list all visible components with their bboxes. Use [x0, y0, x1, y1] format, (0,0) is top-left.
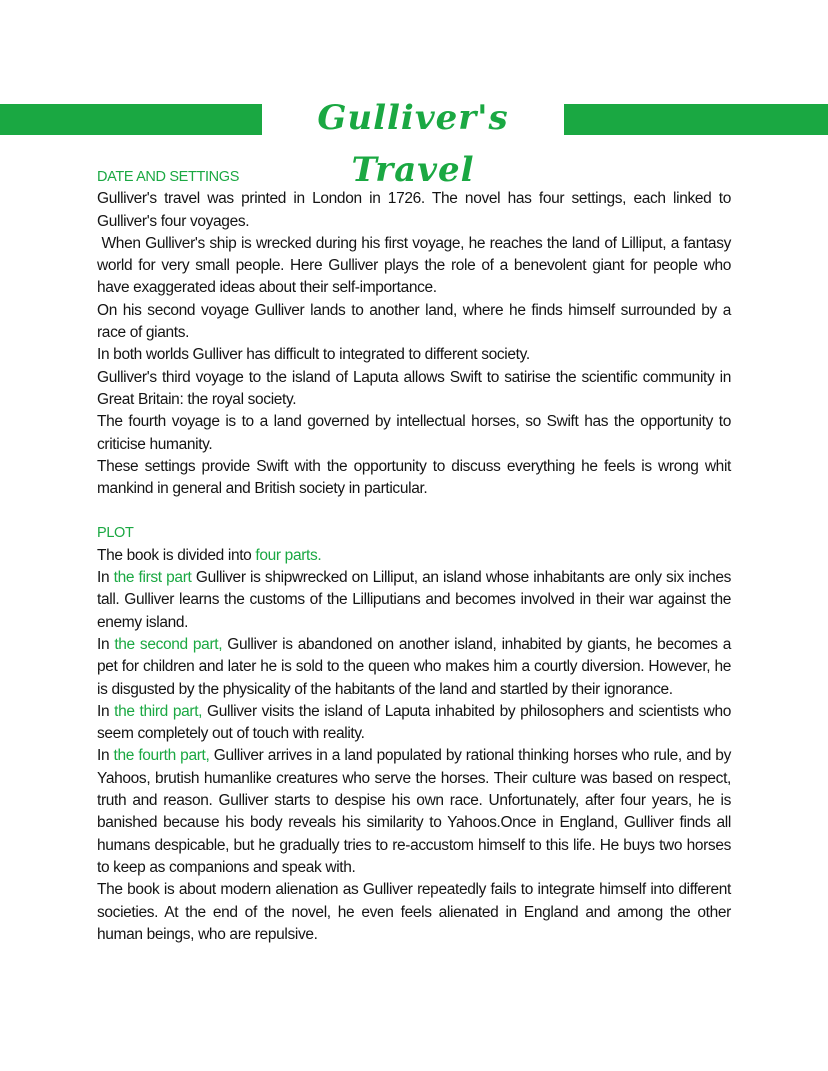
- title-band-left: [0, 104, 262, 135]
- paragraph: On his second voyage Gulliver lands to another land, where he finds himself surrounded by a race of giants.: [97, 301, 731, 342]
- paragraph: [97, 701, 731, 746]
- paragraph: [97, 567, 731, 634]
- paragraph: Gulliver's travel was printed in London in 1726. The novel has four settings, each linked to Gulliver's four voyages.: [97, 190, 731, 230]
- paragraph: The fourth voyage is to a land governed by intellectual horses, so Swift has the opportunity to criticise humanity.: [97, 413, 731, 453]
- title-band-right: [564, 104, 828, 135]
- text: In: [97, 702, 115, 720]
- highlight-text: four parts.: [255, 546, 322, 564]
- paragraph: Gulliver's third voyage to the island of Laputa allows Swift to satirise the scientific community in Great Britain: the royal society.: [97, 368, 731, 408]
- section-heading-plot: PLOT: [97, 525, 134, 542]
- paragraph: The book is about modern alienation as Gulliver repeatedly fails to integrate himself into different societies. At the end of the novel, he even feels alienated in England and among the other human beings, who are repulsive.: [97, 881, 731, 943]
- text: Gulliver arrives in a land populated by rational thinking horses who rule, and by Yahoos, brutish humanlike creatures who serve the horses. Their culture was based on respect, truth and reason. Gulliver starts to despise his own race. Unfortunately, after four years, he is banished because his body reveals his similarity to Yahoos.Once in England, Gulliver finds all humans despicable, but he gradually tries to re-accustom himself to this life. He buys two horses to keep as companions and speak with.: [97, 747, 731, 876]
- paragraph: [97, 545, 731, 567]
- text: Gulliver visits the island of Laputa inhabited by philosophers and scientists who seem completely out of touch with reality.: [97, 702, 732, 743]
- text: In: [97, 635, 115, 653]
- text: In: [97, 747, 114, 765]
- highlight-text: the fourth part,: [113, 747, 210, 765]
- highlight-text: the first part: [113, 569, 192, 587]
- text: The book is divided into: [97, 546, 256, 564]
- section-spacer: [97, 500, 731, 522]
- paragraph: In both worlds Gulliver has difficult to integrated to different society.: [97, 346, 530, 364]
- paragraph: [97, 745, 731, 879]
- text: In: [97, 569, 114, 587]
- text: Gulliver is abandoned on another island, inhabited by giants, he becomes a pet for children and later he is sold to the queen who makes him a courtly diversion. However, he is disgusted by the physicality of the habitants of the land and startled by their ignorance.: [97, 635, 731, 698]
- paragraph: When Gulliver's ship is wrecked during his first voyage, he reaches the land of Lilliput, a fantasy world for very small people. Here Gulliver plays the role of a benevolent giant for people who have exaggerated ideas about their self-importance.: [97, 234, 735, 297]
- paragraph: [97, 634, 731, 701]
- highlight-text: the third part,: [114, 702, 203, 720]
- paragraph: These settings provide Swift with the opportunity to discuss everything he feels is wrong whit mankind in general and British society in particular.: [97, 457, 731, 498]
- document-body: [97, 166, 735, 946]
- text: Gulliver is shipwrecked on Lilliput, an island whose inhabitants are only six inches tall. Gulliver learns the customs of the Lilliputians and becomes involved in their war against the enemy island.: [97, 569, 732, 631]
- page-title: Gulliver's Travel: [317, 98, 509, 190]
- section-heading-date-settings: DATE AND SETTINGS: [97, 169, 240, 185]
- highlight-text: the second part,: [114, 635, 223, 653]
